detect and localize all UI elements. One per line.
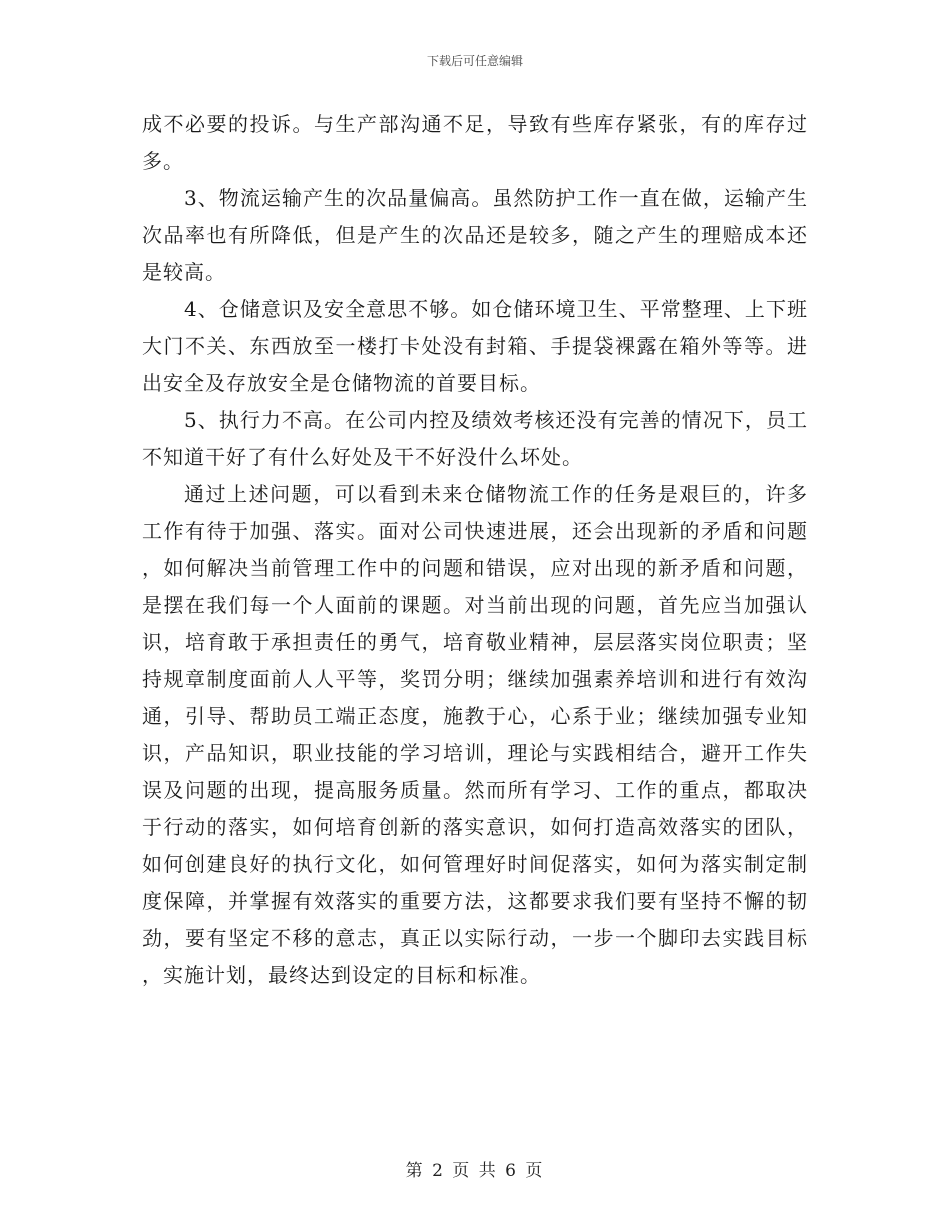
document-body [142,106,808,994]
page-header: 下载后可任意编辑 [426,54,523,68]
paragraph-item-3: 3、物流运输产生的次品量偏高。虽然防护工作一直在做，运输产生次品率也有所降低，但是产生的次品还是较多，随之产生的理赔成本还是较高。 [142,186,808,284]
paragraph-summary: 通过上述问题，可以看到未来仓储物流工作的任务是艰巨的，许多工作有待于加强、落实。面对公司快速进展，还会出现新的矛盾和问题，如何解决当前管理工作中的问题和错误，应对出现的新矛盾和问题，是摆在我们每一个人面前的课题。对当前出现的问题，首先应当加强认识，培育敢于承担责任的勇气，培育敬业精神，层层落实岗位职责；坚持规章制度面前人人平等，奖罚分明；继续加强素养培训和进行有效沟通，引导、帮助员工端正态度，施教于心，心系于业；继续加强专业知识，产品知识，职业技能的学习培训，理论与实践相结合，避开工作失误及问题的出现，提高服务质量。然而所有学习、工作的重点，都取决于行动的落实，如何培育创新的落实意识，如何打造高效落实的团队，如何创建良好的执行文化，如何管理好时间促落实，如何为落实制定制度保障，并掌握有效落实的重要方法，这都要求我们要有坚持不懈的韧劲，要有坚定不移的意志，真正以实际行动，一步一个脚印去实践目标，实施计划，最终达到设定的目标和标准。 [142,482,808,987]
paragraph-item-5: 5、执行力不高。在公司内控及绩效考核还没有完善的情况下，员工不知道干好了有什么好处及干不好没什么坏处。 [142,408,808,469]
paragraph-item-4: 4、仓储意识及安全意思不够。如仓储环境卫生、平常整理、上下班大门不关、东西放至一楼打卡处没有封箱、手提袋裸露在箱外等等。进出安全及存放安全是仓储物流的首要目标。 [142,297,808,395]
paragraph-continuation: 成不必要的投诉。与生产部沟通不足，导致有些库存紧张，有的库存过多。 [142,112,808,173]
page-number-footer: 第 2 页 共 6 页 [405,1161,545,1181]
